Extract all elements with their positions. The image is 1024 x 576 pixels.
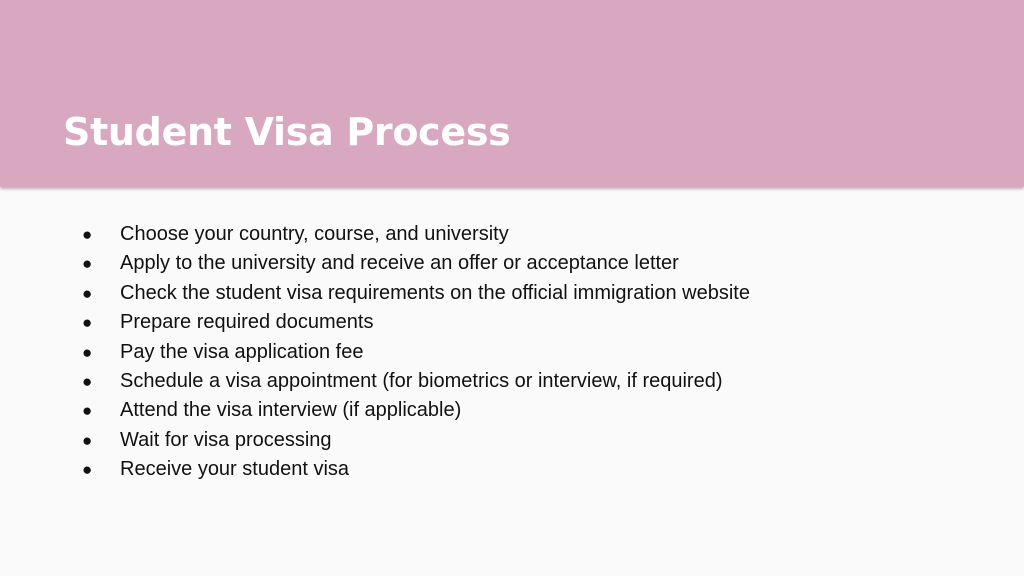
- bullet-icon: ●: [82, 313, 93, 333]
- list-item: [80, 367, 750, 396]
- bullet-list: [80, 220, 750, 485]
- list-item: [80, 426, 750, 455]
- list-item: [80, 455, 750, 484]
- slide-title: Student Visa Process: [63, 110, 511, 154]
- list-item-text: Prepare required documents: [120, 311, 374, 334]
- bullet-icon: ●: [82, 430, 93, 450]
- list-item: [80, 220, 750, 249]
- bullet-icon: ●: [82, 254, 93, 274]
- list-item-text: Attend the visa interview (if applicable): [120, 399, 462, 422]
- bullet-icon: ●: [82, 401, 93, 421]
- list-item: [80, 308, 750, 337]
- list-item-text: Wait for visa processing: [120, 428, 332, 451]
- bullet-icon: ●: [82, 225, 93, 244]
- list-item-text: Pay the visa application fee: [120, 340, 364, 363]
- list-item: [80, 279, 750, 308]
- list-item-text: Schedule a visa appointment (for biometrics or interview, if required): [120, 369, 723, 392]
- bullet-icon: ●: [82, 342, 93, 362]
- list-item-text: Check the student visa requirements on the official immigration website: [120, 281, 750, 304]
- list-item: [80, 396, 750, 425]
- bullet-icon: ●: [82, 371, 93, 391]
- list-item-text: Apply to the university and receive an offer or acceptance letter: [120, 252, 679, 275]
- list-item: [80, 338, 750, 367]
- list-item: [80, 249, 750, 278]
- bullet-icon: ●: [82, 460, 93, 480]
- list-item-text: Choose your country, course, and university: [120, 223, 509, 245]
- bullet-icon: ●: [82, 283, 93, 303]
- title-banner: [0, 0, 1024, 187]
- list-item-text: Receive your student visa: [120, 458, 350, 481]
